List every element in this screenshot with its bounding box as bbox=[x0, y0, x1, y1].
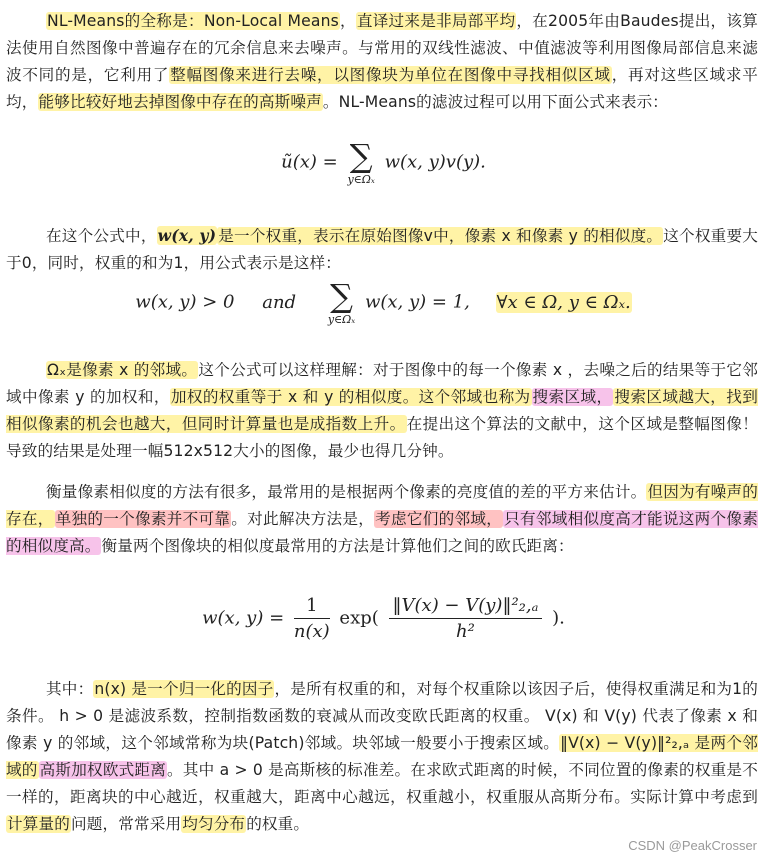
fraction-distance bbox=[389, 595, 543, 642]
text: 的权重。 bbox=[246, 815, 310, 833]
text: 其中： bbox=[46, 680, 94, 698]
highlight-gaussian-distance: 高斯加权欧式距离 bbox=[39, 761, 167, 779]
text: 。对此解决方法是， bbox=[231, 510, 375, 528]
paragraph-weight bbox=[6, 222, 758, 277]
highlight-weighted-sum: 加权的权重等于 x 和 y 的相似度。这个邻域也称为 bbox=[170, 388, 531, 406]
highlight-consider-neighbors: 考虑它们的邻域， bbox=[375, 510, 503, 528]
formula-lhs: ũ(x) = bbox=[281, 151, 338, 173]
sum-symbol: ∑ y∈Ωₓ bbox=[347, 137, 375, 186]
text: 问题，常常采用 bbox=[70, 815, 182, 833]
sum-subscript: y∈Ωₓ bbox=[327, 313, 356, 326]
text: 。其中 a > 0 是高斯核的标准差。在求欧式距离的时候，不同位置的像素的权重是不一样的，距离块的中心越近，权重越大，距离中心越远，权重越小，权重服从高斯分布。实际计算中考虑到 bbox=[6, 761, 758, 806]
watermark: CSDN @PeakCrosser bbox=[628, 838, 757, 853]
fraction-normalizer bbox=[294, 595, 330, 642]
paragraph-similarity bbox=[6, 479, 758, 560]
paragraph-neighborhood bbox=[6, 357, 758, 465]
text: ， bbox=[339, 12, 356, 30]
fraction-numerator: ‖V(x) − V(y)‖²₂,ₐ bbox=[389, 595, 543, 619]
sum-symbol: ∑ y∈Ωₓ bbox=[327, 277, 356, 326]
formula-end: ). bbox=[552, 607, 565, 629]
fraction-denominator: h² bbox=[456, 621, 475, 642]
formula-exp: exp( bbox=[339, 607, 379, 629]
highlight-computation: 计算量的 bbox=[7, 815, 70, 833]
highlight-normalizer: n(x) 是一个归一化的因子 bbox=[94, 680, 274, 698]
highlight-uniform: 均匀分布 bbox=[182, 815, 246, 833]
text: ，在2005年由Baudes提出，该算法使用自然图像中普遍存在的冗余信息来去噪声。与常用的双线性滤波、中值滤波等利用图像局部信息来滤波不同的是，它利用了 bbox=[6, 12, 758, 84]
formula-nlmeans bbox=[0, 137, 767, 186]
text: 衡量两个图像块的相似度最常用的方法是计算他们之间的欧氏距离： bbox=[101, 537, 574, 555]
highlight-weight-desc: 是一个权重，表示在原始图像v中，像素 x 和像素 y 的相似度。 bbox=[218, 227, 663, 245]
highlight-search-cost: 搜索区域越大，找到相似像素的机会也越大，但同时计算量也是成指数上升。 bbox=[6, 388, 758, 433]
highlight-search-area: 搜索区域， bbox=[532, 388, 613, 406]
highlight-unreliable: 单独的一个像素并不可靠 bbox=[55, 510, 231, 528]
text: ，是所有权重的和，对每个权重除以该因子后，使得权重满足和为1的条件。 h > 0 是滤波系数，控制指数函数的衰减从而改变欧氏距离的权重。 V(x) 和 V(y) 代表了像素 x 和像素 y 的邻域，这个邻域常称为块(Patch)邻域。块邻域一般要小于搜索区域。 bbox=[6, 680, 758, 752]
text: 这个权重要大于0，同时，权重的和为1，用公式表示是这样： bbox=[6, 227, 758, 272]
text: 在这个公式中， bbox=[46, 227, 157, 245]
highlight-omega: Ωₓ是像素 x 的邻域。 bbox=[47, 361, 198, 379]
paragraph-intro bbox=[6, 8, 758, 116]
text: 在提出这个算法的文献中，这个区域是整幅图像！导致的结果是处理一幅512x512大小的图像，最少也得几分钟。 bbox=[6, 415, 758, 460]
highlight-distance-formula: ‖V(x) − V(y)‖²₂,ₐ 是两个邻域的 bbox=[6, 734, 758, 779]
highlight-neighbor-similarity: 只有邻域相似度高才能说这两个像素的相似度高。 bbox=[6, 510, 758, 555]
highlight-noise: 但因为有噪声的存在， bbox=[6, 483, 758, 528]
fraction-denominator: n(x) bbox=[293, 621, 330, 642]
formula-lhs: w(x, y) = bbox=[202, 607, 285, 629]
text: 。NL-Means的滤波过程可以用下面公式来表示： bbox=[322, 93, 669, 111]
highlight-nlmeans-name: NL-Means的全称是：Non-Local Means bbox=[47, 12, 339, 30]
text: 这个公式可以这样理解：对于图像中的每一个像素 x ，去噪之后的结果等于它邻域中像素 y 的加权和， bbox=[6, 361, 758, 406]
formula-lhs: w(x, y) > 0 bbox=[135, 291, 235, 313]
formula-mid: w(x, y) = 1, bbox=[364, 291, 470, 313]
fraction-numerator: 1 bbox=[294, 595, 330, 619]
formula-weight-definition bbox=[0, 595, 767, 642]
highlight-formula-domain: ∀x ∈ Ω, y ∈ Ωₓ. bbox=[496, 291, 631, 313]
highlight-gaussian-noise: 能够比较好地去掉图像中存在的高斯噪声 bbox=[38, 93, 322, 111]
highlight-translation: 直译过来是非局部平均 bbox=[356, 12, 516, 30]
formula-and: and bbox=[262, 291, 297, 313]
text: 衡量像素相似度的方法有很多，最常用的是根据两个像素的亮度值的差的平方来估计。 bbox=[46, 483, 647, 501]
highlight-weight-symbol: w(x, y) bbox=[157, 226, 217, 245]
text: ，再对这些区域求平均， bbox=[6, 66, 758, 111]
sum-subscript: y∈Ωₓ bbox=[347, 173, 375, 186]
formula-weight-constraint bbox=[0, 277, 767, 326]
formula-rhs: w(x, y)v(y). bbox=[384, 151, 486, 173]
highlight-whole-image: 整幅图像来进行去噪，以图像块为单位在图像中寻找相似区域 bbox=[170, 66, 611, 84]
paragraph-explanation bbox=[6, 676, 758, 838]
